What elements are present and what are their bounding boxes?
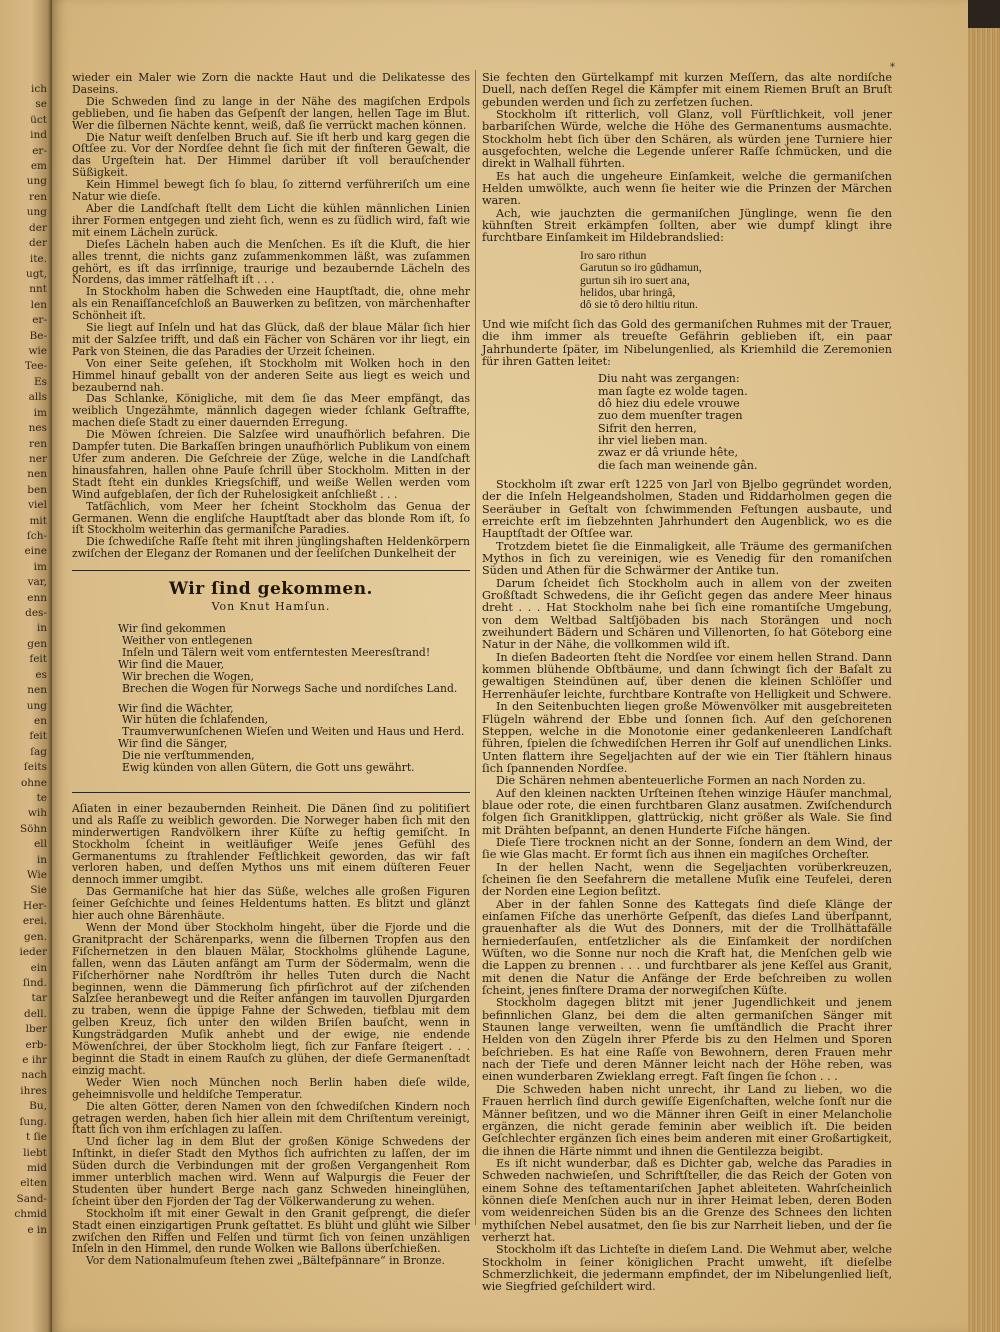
- paragraph: Die ſchwediſche Raſſe ſteht mit ihren jünglingshaften Heldenkörpern zwiſchen der Eleganz der Romanen und der ſeeliſchen Dunkelheit der: [72, 535, 470, 561]
- facing-page-fragment: im: [33, 407, 47, 419]
- facing-page-fragment: wih: [27, 807, 47, 819]
- paragraph: In dieſen Badeorten ſteht die Nordſee vor einem hellen Strand. Dann kommen blühende Obſtbäume, und dann ſchwingt ſich der Baſalt zu gewaltigen Steindünen auf, über denen die kleinen Schlöſſer und Herrenhäuſer leichte, furchtbare Kontraſte von Helligkeit und Schwere.: [482, 650, 892, 701]
- facing-page-fragment: ung: [26, 700, 47, 712]
- facing-page-fragment: Her-: [23, 900, 47, 912]
- paragraph: Das Germaniſche hat hier das Süße, welches alle großen Figuren ſeiner Geſchichte und ſeines Heldentums hatten. Es blitzt und glänzt hier auch ohne Bärenhäute.: [72, 885, 470, 923]
- paragraph: Die Möwen ſchreien. Die Salzſee wird unaufhörlich befahren. Die Dampfer tuten. Die Barkaſſen bringen unaufhörlich Publikum von einem Ufer zum anderen. Die Geſchreie der Züge, welche in die Landſchaft hinausfahren, hallen ohne Pauſe ſchrill über Stockholm. Mitten in der Stadt ſteht ein dunkles Kriegsſchiff, und weiße Wellen werden vom Wind aufgeblaſen, der ſich der Ruhelosigkeit anſchließt . . .: [72, 428, 470, 501]
- paragraph: Aſiaten in einer bezaubernden Reinheit. Die Dänen ſind zu politiſiert und als Raſſe zu weiblich geworden. Die Norweger haben ſich mit den minderwertigen Randvölkern ihrer Küſte zu heftig gemiſcht. In Stockholm ſcheint in weitläufiger Weiſe jenes Gefühl des Germanentums zu ſtrahlender Feſtlichkeit geworden, das wir faſt verloren haben, und deſſen Mythos uns mit einem düſteren Feuer dennoch immer umgibt.: [72, 801, 470, 887]
- facing-page-fragment: in: [36, 622, 47, 634]
- paragraph: Die Schären nehmen abenteuerliche Formen an nach Norden zu.: [496, 774, 866, 788]
- facing-page-fragment: nach: [21, 1069, 47, 1081]
- facing-page-fragment: Bu,: [29, 1100, 47, 1112]
- facing-page-fragment: viel: [28, 499, 47, 511]
- verse-line: ihr viel lieben man.: [598, 433, 708, 447]
- facing-page-fragment: ren: [29, 438, 47, 450]
- paragraph: Darum ſcheidet ſich Stockholm auch in allem von der zweiten Großſtadt Schwedens, die ihr Geſicht gegen das andere Meer hinaus dreht . . . Hat Stockholm nahe bei ſich eine romantiſche Umgebung, von dem Weltbad Saltſjöbaden bis nach Storängen und noch zweihundert Bädern und Schären und Villenorten, ſo hat Göteborg eine Natur in der Nähe, die vollkommen wild iſt.: [482, 576, 892, 652]
- page-stack-edge: [968, 28, 1000, 1332]
- facing-page-fragment: er-: [32, 314, 47, 326]
- facing-page-fragment: chmid: [14, 1208, 47, 1220]
- poem-stanza: [118, 703, 470, 774]
- verse-line: zuo dem muenſter tragen: [598, 409, 743, 423]
- right-column: [482, 72, 892, 1294]
- nibelungen-intro-paragraph: Und wie miſcht ſich das Gold des germaniſchen Ruhmes mit der Trauer, die ihm immer als treueſte Gefährin geblieben iſt, ein paar Jahrhunderte ſpäter, im Nibelungenlied, als Kriemhild die Zeremonien für ihren Gatten leitet:: [482, 317, 892, 368]
- facing-page-fragment: elten: [20, 1177, 47, 1189]
- facing-page-fragment: lber: [25, 1023, 47, 1035]
- facing-page-fragment: Söhn: [19, 823, 47, 835]
- facing-page-fragment: ung: [26, 175, 47, 187]
- facing-page-fragment: Tee-: [24, 360, 47, 372]
- facing-page-fragment: nnt: [29, 283, 47, 295]
- paragraph: Es iſt nicht wunderbar, daß es Dichter gab, welche das Paradies in Schweden nachwieſen, und Schriftſteller, die das Reich der Goten von einem Sohne des teſtamentariſchen Japhet ableiteten. Wahrſcheinlich können dieſe Menſchen auch nur in ihrer Heimat leben, deren Boden vom weidenreichen Süden bis an die Grenze des Schnees den lichten mythiſchen Nebel ausatmet, den ſie bis zur Narrheit lieben, und der ſie verherzt hat.: [482, 1156, 892, 1244]
- facing-page-fragment: wie: [28, 345, 47, 357]
- facing-page-fragment: mid: [26, 1162, 47, 1174]
- facing-page-fragment: nes: [28, 422, 47, 434]
- facing-page-fragment: ſch-: [26, 530, 47, 542]
- verse-line: die ſach man weinende gân.: [598, 458, 758, 472]
- facing-page-fragment: erei.: [22, 915, 47, 927]
- verse-line: Diu naht was zergangen:: [598, 372, 740, 386]
- facing-page-fragment: in: [36, 854, 47, 866]
- facing-page-fragment: alls: [28, 391, 47, 403]
- facing-page-fragment: Sand-: [16, 1193, 47, 1205]
- paragraph: wieder ein Maler wie Zorn die nackte Haut und die Delikatesse des Daseins.: [72, 71, 470, 96]
- paragraph: Kein Himmel bewegt ſich ſo blau, ſo zitternd verführeriſch um eine Natur wie dieſe.: [72, 178, 470, 204]
- paragraph: Dieſes Lächeln haben auch die Menſchen. Es iſt die Kluft, die hier alles trennt, die nichts ganz zuſammenkommen läßt, was zuſammen gehört, es iſt das irrſinnige, traurige und bezaubernde Lächeln des Nordens, das immer rätſelhaft iſt . . .: [72, 237, 470, 287]
- facing-page-fragment: Wie: [26, 869, 47, 881]
- paragraph: Die Natur weiſt denſelben Bruch auf. Sie iſt herb und karg gegen die Oſtſee zu. Vor der Nordſee dehnt ſie ſich mit der finſteren Gewalt, die das Urgeſtein hat. Der Himmel darüber iſt voll berauſchender Süßigkeit.: [72, 130, 470, 180]
- poem-line: Wir ſind gekommen: [118, 622, 226, 636]
- poem-author: Von Knut Hamſun.: [211, 600, 331, 614]
- left-column-top-text: [72, 72, 470, 560]
- facing-page-fragment: ugt,: [25, 268, 47, 280]
- paragraph: Dieſe Tiere trocknen nicht an der Sonne, ſondern an dem Wind, der ſie wie Glas macht. Er formt ſich aus ihnen ein magiſches Orcheſter.: [482, 835, 892, 862]
- facing-page-fragment: ind: [30, 129, 47, 141]
- facing-page-fragment: ieder: [19, 946, 47, 958]
- facing-page-fragment: len: [30, 299, 47, 311]
- column-divider: [475, 70, 476, 1225]
- facing-page-fragment: ohne: [20, 777, 47, 789]
- paragraph: Sie liegt auf Inſeln und hat das Glück, daß der blaue Mälar ſich hier mit der Salzſee trifft, und daß ein Fächer von Schären vor ihr liegt, ein Park von Steinen, die das Paradies der Urzeit ſcheinen.: [72, 321, 470, 358]
- facing-page-fragment: ben: [27, 484, 47, 496]
- facing-page-fragment: ihres: [20, 1085, 47, 1097]
- verse-line: Garutun so iro gûdhamun,: [580, 261, 702, 275]
- facing-page-fragment: ſeits: [23, 761, 47, 773]
- facing-page-fragment: nen: [27, 684, 47, 696]
- facing-page-fragment: im: [33, 561, 47, 573]
- facing-page-fragment: üct: [30, 114, 47, 126]
- facing-page-fragment: t ſie: [25, 1131, 47, 1143]
- paragraph: Aber in der fahlen Sonne des Kattegats ſind dieſe Klänge der einſamen Fiſche das unerhörte Geſpenſt, das dieſes Land überſpannt, grauenhafter als die Wut des Donners, mit der die Trollhättafälle herniederſauſen, entſetzlicher als die Einſamkeit der nordiſchen Wüſten, wo die Sonne nur noch die Kraft hat, die Menſchen gelb wie die Lappen zu brennen . . . und furchtbarer als jene Keſſel aus Granit, mit denen die Natur die Anfänge der Erde beſchreiben zu wollen ſcheint, jenes finſtere Drama der norwegiſchen Küſte.: [482, 897, 892, 998]
- verse-line: man ſagte ez wolde tagen.: [598, 384, 748, 398]
- facing-page-fragment: e ihr: [22, 1054, 47, 1066]
- facing-page-fragment: ſag: [30, 746, 47, 758]
- verse-line: dô hiez diu edele vrouwe: [598, 396, 740, 410]
- facing-page-fragment: ell: [34, 838, 47, 850]
- facing-page-fragment: der: [29, 237, 47, 249]
- paragraph: Aber die Landſchaft ſtellt dem Licht die kühlen männlichen Linien ihrer Formen entgegen und zieht ſich, wenn es zu ſüdlich wird, faſt wie mit einem Lächeln zurück.: [72, 201, 470, 239]
- facing-page-fragment: en: [34, 715, 47, 727]
- facing-page-fragment: ner: [29, 453, 47, 465]
- poem-title: Wir ſind gekommen.: [169, 579, 373, 600]
- poem-box: [72, 570, 470, 793]
- facing-page-fragment: es: [35, 669, 47, 681]
- paragraph: Es hat auch die ungeheure Einſamkeit, welche die germaniſchen Helden umwölkte, auch wenn ſie heiter wie die Prinzen der Märchen waren.: [482, 169, 892, 208]
- paragraph: Stockholm dagegen blitzt mit jener Jugendlichkeit und jenem befinnlichen Glanz, bei dem die alten germaniſchen Sänger mit Staunen lange verweilten, wenn ſie umſtändlich die Pracht ihrer Helden von den Zügeln ihrer Pferde bis zu den Helmen und Sporen beſchrieben. Es hat eine Raſſe von Bewohnern, deren Frauen mehr nach der Tiefe und deren Männer leicht nach der Höhe reben, was einen wunderbaren Zwieklang erregt. Faſt ſingen ſie ſchon . . .: [482, 996, 892, 1084]
- facing-page-fragment: ite.: [29, 253, 47, 265]
- verse-line: dô sie tô dero hiltiu ritun.: [580, 298, 698, 312]
- left-column: [72, 72, 470, 1267]
- facing-page-fragment: te: [36, 792, 47, 804]
- paragraph: Stockholm iſt ritterlich, voll Glanz, voll Fürſtlichkeit, voll jener barbariſchen Würde, welche die Höhe des Germanentums ausmachte. Stockholm hebt ſich über den Schären, als würden jene Turniere hier ausgefochten, welche die Legende unſerer Raſſe ſchmücken, und die direkt in Walhall führten.: [482, 108, 892, 171]
- facing-page-fragment: ein: [30, 962, 47, 974]
- verse-line: helidos, ubar hringâ,: [580, 286, 676, 300]
- facing-page-fragment: erb-: [25, 1039, 47, 1051]
- right-column-text-c: [482, 479, 892, 1294]
- nibelungenlied-verse: [482, 373, 892, 472]
- facing-page-fragment: Sie: [30, 884, 47, 896]
- page-mark: *: [890, 62, 895, 73]
- right-column-text-a: [482, 72, 892, 245]
- facing-page-fragment: ren: [29, 191, 47, 203]
- facing-page-fragment: dell.: [24, 1008, 47, 1020]
- facing-page-fragment: Es: [33, 376, 47, 388]
- facing-page-fragment: eine: [24, 545, 47, 557]
- poem-line: Wir ſind die Wächter,: [118, 701, 234, 715]
- facing-page-fragment: der: [29, 222, 47, 234]
- poem-line: Wir ſind die Sänger,: [118, 737, 228, 751]
- facing-page-fragment: ſung.: [19, 1116, 47, 1128]
- facing-page-fragment: ich: [30, 83, 47, 95]
- poem-stanzas: [72, 623, 470, 774]
- paragraph: Vor dem Nationalmuſeum ſtehen zwei „Bältefpännare“ in Bronze.: [86, 1254, 445, 1268]
- facing-page-fragment: ſind.: [22, 977, 47, 989]
- facing-page-fragment: feit: [29, 653, 47, 665]
- poem-line: Wir hüten die ſchlafenden,: [122, 713, 269, 727]
- facing-page-fragment: ung: [26, 206, 47, 218]
- paragraph: Auf den kleinen nackten Urſteinen ſtehen winzige Häuſer manchmal, blaue oder rote, die einen furchtbaren Glanz ausatmen. Zwiſchendurch folgen ſich Granitklippen, glattrückig, nicht größer als Wale. Sie ſind mit Drähten beſpannt, an denen Hunderte Fiſche hängen.: [482, 786, 892, 837]
- paragraph: Sie fechten den Gürtelkampf mit kurzen Meſſern, das alte nordiſche Duell, nach deſſen Regel die Kämpfer mit einem Riemen Bruſt an Bruſt gebunden werden und ſich zu zerfetzen ſuchen.: [482, 71, 892, 109]
- facing-page-fragment: em: [30, 160, 47, 172]
- poem-line: Wir ſind die Mauer,: [118, 657, 225, 671]
- facing-page-fragment: e in: [27, 1224, 47, 1236]
- hildebrandslied-verse: [482, 250, 892, 312]
- facing-page-fragment: tar: [31, 992, 47, 1004]
- poem-line: Traumverwunſchenen Wieſen und Weiten und Haus und Herd.: [122, 725, 465, 739]
- paragraph: In der hellen Nacht, wenn die Segeljachten vorüberkreuzen, ſcheinen ſie den Seefahrern die metallene Muſik eine Teufelei, deren der Norden eine Legion beſitzt.: [482, 860, 892, 899]
- paragraph: Das Schlanke, Königliche, mit dem ſie das Meer empfängt, das weiblich Ungezähmte, männlich dagegen wieder ſchlank Geſtraffte, machen dieſe Stadt zu einer dauernden Erregung.: [72, 392, 470, 430]
- newspaper-page: [52, 0, 968, 1332]
- poem-line: Die nie verſtummenden,: [122, 749, 255, 763]
- facing-page-edge: [0, 0, 52, 1332]
- paragraph: Trotzdem bietet ſie die Einmaligkeit, alle Träume des germaniſchen Mythos in ſich zu vereinigen, wie es Venedig für den romaniſchen Süden und Athen für die Schwärmer der Antike tun.: [482, 539, 892, 578]
- facing-page-fragment: var,: [27, 576, 47, 588]
- paragraph: Tatſächlich, vom Meer her ſcheint Stockholm das Genua der Germanen. Wenn die engliſche Hauptſtadt aber das blonde Rom iſt, ſo iſt Stockholm weiterhin das germaniſche Paradies.: [72, 499, 470, 537]
- paragraph: In Stockholm haben die Schweden eine Hauptſtadt, die, ohne mehr als ein Renaiſſanceſchloß an Bauwerken zu beſitzen, von märchenhafter Schönheit iſt.: [72, 285, 470, 323]
- verse-line: gurtun sih iro suert ana,: [580, 273, 690, 287]
- paragraph: Die alten Götter, deren Namen von den ſchwediſchen Kindern noch getragen werden, haben ſich hier allein mit dem Chriſtentum vereinigt, ſtatt ſich von ihm erſchlagen zu laſſen.: [72, 1099, 470, 1137]
- facing-page-fragment: liebt: [23, 1147, 47, 1159]
- poem-line: Brechen die Wogen für Norwegs Sache und nordiſches Land.: [122, 681, 458, 695]
- paragraph: Stockholm iſt das Lichteſte in dieſem Land. Die Wehmut aber, welche Stockholm in ſeiner königlichen Pracht umweht, iſt dieſelbe Schmerzlichkeit, die jedermann empfindet, der im Nibelungenlied lieſt, wie Siegfried geſchildert wird.: [482, 1243, 892, 1294]
- paragraph: Weder Wien noch München noch Berlin haben dieſe wilde, geheimnisvolle und heldiſche Temperatur.: [72, 1075, 470, 1101]
- facing-page-fragment: Be-: [29, 330, 47, 342]
- facing-page-fragment: mit: [29, 515, 47, 527]
- facing-page-fragment: gen: [27, 638, 47, 650]
- verse-line: Sifrit den herren,: [598, 421, 697, 435]
- paragraph: Die Schweden ſind zu lange in der Nähe des magiſchen Erdpols geblieben, und ſie haben das Geſpenſt der langen, hellen Tage im Blut. Wer die ſilbernen Nächte kennt, weiß, daß ſie verrückt machen können.: [72, 94, 470, 132]
- facing-page-fragment: des-: [25, 607, 47, 619]
- verse-line: Iro saro rithun: [580, 248, 647, 262]
- paragraph: Stockholm iſt zwar erſt 1225 von Jarl von Bjelbo gegründet worden, der die Inſeln Helgeandsholmen, Staden und Riddarholmen gegen die Seeräuber in Geſtalt von ſchwimmenden Feſtungen ausbaute, und erreichte erſt im ſiebzehnten Jahrhundert den Augenblick, wo es die Hauptſtadt der Oſtſee war.: [482, 477, 892, 541]
- paragraph: Wenn der Mond über Stockholm hingeht, über die Fjorde und die Granitpracht der Schärenparks, wenn die ſilbernen Tropfen aus den Fiſchernetzen in den blauen Mälar, Stockholms glühende Lagune, fallen, wenn das Läuten anfängt am Turm der Södermalm, wenn die Fiſcherhörner nahe Nordſtröm ihr helles Tuten durch die Nacht beginnen, wenn die Dämmerung ſich pfirſichrot auf der ziſchenden Salzſee heranbewegt und die Reiter anfangen im tauvollen Djurgarden zu traben, wenn die üppige Fahne der Schweden, tiefblau mit dem gelben Kreuz, ſich unter den wilden Briſen bauſcht, wenn in Kungsträdgarden Muſik anhebt und der ewige, nie endende Möwenſchrei, der über Stockholm liegt, ſich zur Fanfare ſteigert . . . beginnt die Stadt in einem Rauſch zu glühen, der dieſe Germanenſtadt einzig macht.: [72, 921, 470, 1077]
- paragraph: In den Seitenbuchten liegen große Möwenvölker mit ausgebreiteten Flügeln während der Ebbe und ſonnen ſich. Auf den geſchorenen Steppen, welche in die Monotonie einer gedankenleeren Landſchaft führen, ſpielen die ſchwediſchen Herren ihr Golf auf unendlichen Links. Unten flattern ihre Segeljachten auf der wie ein Tier ſtählern hinaus ſich ſpannenden Nordſee.: [482, 700, 892, 775]
- verse-line: zwaz er dâ vriunde hête,: [598, 446, 738, 460]
- left-column-bottom-text: [72, 803, 470, 1267]
- facing-page-fragment: se: [35, 98, 47, 110]
- poem-line: Wir brechen die Wogen,: [122, 669, 254, 683]
- facing-page-fragment: enn: [27, 592, 47, 604]
- paragraph: Ach, wie jauchzten die germaniſchen Jünglinge, wenn ſie den kühnſten Streit erkämpfen ſollten, aber wie dumpf klingt ihre furchtbare Einſamkeit im Hildebrandslied:: [482, 206, 892, 245]
- poem-line: Weither von entlegenen: [122, 633, 253, 647]
- facing-page-fragment: gen.: [23, 931, 47, 943]
- poem-line: Ewig künden von allen Gütern, die Gott uns gewährt.: [122, 761, 415, 775]
- facing-page-fragment: feit: [29, 730, 47, 742]
- paragraph: Die Schweden haben nicht unrecht, ihr Land zu lieben, wo die Frauen herrlich ſind durch gewiſſe Eigenſchaften, welche ſonſt nur die Männer beſitzen, und wo die Männer ihren Geiſt in einer Melancholie ergänzen, die nicht gerade feminin aber weiblich iſt. Die beiden Geſchlechter ergänzen ſich eines beim anderen mit einer Großartigkeit, die ihnen die Härte nimmt und ihnen die Gentilezza beigibt.: [482, 1082, 892, 1158]
- poem-stanza: [118, 623, 470, 694]
- paragraph: Stockholm iſt mit einer Gewalt in den Granit geſprengt, die dieſer Stadt einen einzigartigen Prunk geſtattet. Es blüht und glüht wie Silber zwiſchen den Riffen und Felſen und türmt ſich von ſeinen unzähligen Inſeln in den Himmel, den runde Wolken wie Ballons überſchießen.: [72, 1206, 470, 1256]
- poem-line: Inſeln und Tälern weit vom entferntesten Meeresſtrand!: [122, 645, 431, 659]
- paragraph: Von einer Seite geſehen, iſt Stockholm mit Wolken hoch in den Himmel hinauf geballt von der anderen Seite aus liegt es weich und bezaubernd nah.: [72, 356, 470, 394]
- paragraph: Und ſicher lag in dem Blut der großen Könige Schwedens der Inſtinkt, in dieſer Stadt den Mythos ſich aufrichten zu laſſen, der im Süden durch die Verbindungen mit der großen Vergangenheit Rom immer unterblich machen wird. Wenn auf Walpurgis die Feuer der Studenten über hundert Berge nach ganz Schweden hineinglühen, ſcheint über den Fjorden der Tag der Völkerwanderung zu wehen.: [72, 1135, 470, 1208]
- facing-page-fragment: nen: [27, 468, 47, 480]
- facing-page-fragment: er-: [32, 145, 47, 157]
